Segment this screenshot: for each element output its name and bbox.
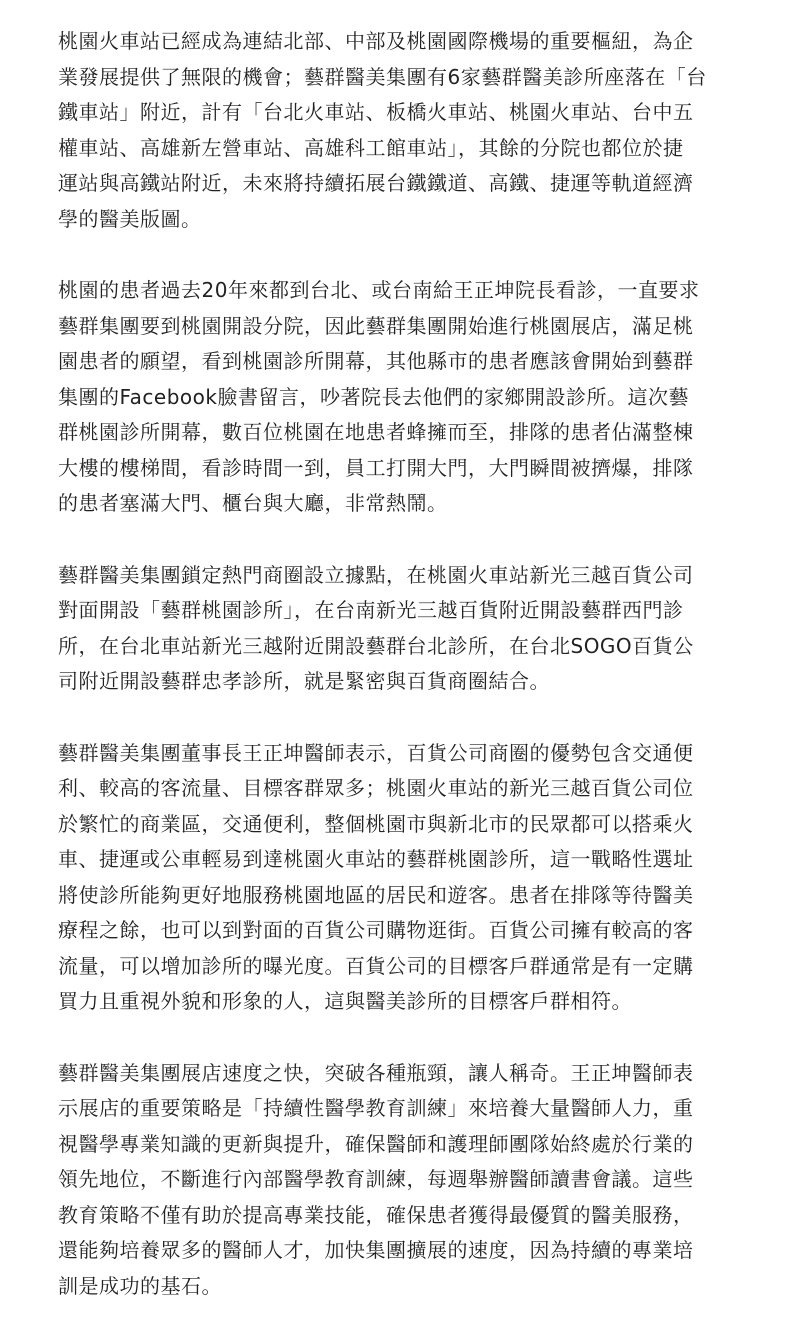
paragraph-2: 桃園的患者過去20年來都到台北、或台南給王正坤院長看診，一直要求 藝群集團要到桃園開設分院，因此藝群集團開始進行桃園展店，滿足桃 園患者的願望，看到桃園診所開幕，其他縣市的患者應該會開始到藝群 集團的Facebook臉書留言，吵著院長去他們的家鄉開設診所。這次藝 群桃園診所開幕，數百位桃園在地患者蜂擁而至，排隊的患者佔滿整棟 大樓的樓梯間，看診時間一到，員工打開大門，大門瞬間被擠爆，排隊 的患者塞滿大門、櫃台與大廳，非常熱鬧。 [58,278,700,515]
article-body [58,24,758,1340]
paragraph-1: 桃園火車站已經成為連結北部、中部及桃園國際機場的重要樞紐，為企 業發展提供了無限的機會；藝群醫美集團有6家藝群醫美診所座落在「台 鐵車站」附近，計有「台北火車站、板橋火車站、桃園火車站、台中五 權車站、高雄新左營車站、高雄科工館車站」，其餘的分院也都位於捷 運站與高鐵站附近，未來將持續拓展台鐵鐵道、高鐵、捷運等軌道經濟 學的醫美版圖。 [58,29,707,231]
paragraph-4: 藝群醫美集團董事長王正坤醫師表示，百貨公司商圈的優勢包含交通便 利、較高的客流量、目標客群眾多；桃園火車站的新光三越百貨公司位 於繁忙的商業區，交通便利，整個桃園市與新北市的民眾都可以搭乘火 車、捷運或公車輕易到達桃園火車站的藝群桃園診所，這一戰略性選址 將使診所能夠更好地服務桃園地區的居民和遊客。患者在排隊等待醫美 療程之餘，也可以到對面的百貨公司購物逛街。百貨公司擁有較高的客 流量，可以增加診所的曝光度。百貨公司的目標客戶群通常是有一定購 買力且重視外貌和形象的人，這與醫美診所的目標客戶群相符。 [58,740,694,1013]
paragraph-3: 藝群醫美集團鎖定熱門商圈設立據點，在桃園火車站新光三越百貨公司 對面開設「藝群桃園診所」，在台南新光三越百貨附近開設藝群西門診 所，在台北車站新光三越附近開設藝群台北診所，在台北SOGO百貨公 司附近開設藝群忠孝診所，就是緊密與百貨商圈結合。 [58,562,694,693]
paragraph-5: 藝群醫美集團展店速度之快，突破各種瓶頸，讓人稱奇。王正坤醫師表 示展店的重要策略是「持續性醫學教育訓練」來培養大量醫師人力，重 視醫學專業知識的更新與提升，確保醫師和護理師團隊始終處於行業的 領先地位，不斷進行內部醫學教育訓練，每週舉辦醫師讀書會議。這些 教育策略不僅有助於提高專業技能，確保患者獲得最優質的醫美服務， 還能夠培養眾多的醫師人才，加快集團擴展的速度，因為持續的專業培 訓是成功的基石。 [58,1060,694,1298]
